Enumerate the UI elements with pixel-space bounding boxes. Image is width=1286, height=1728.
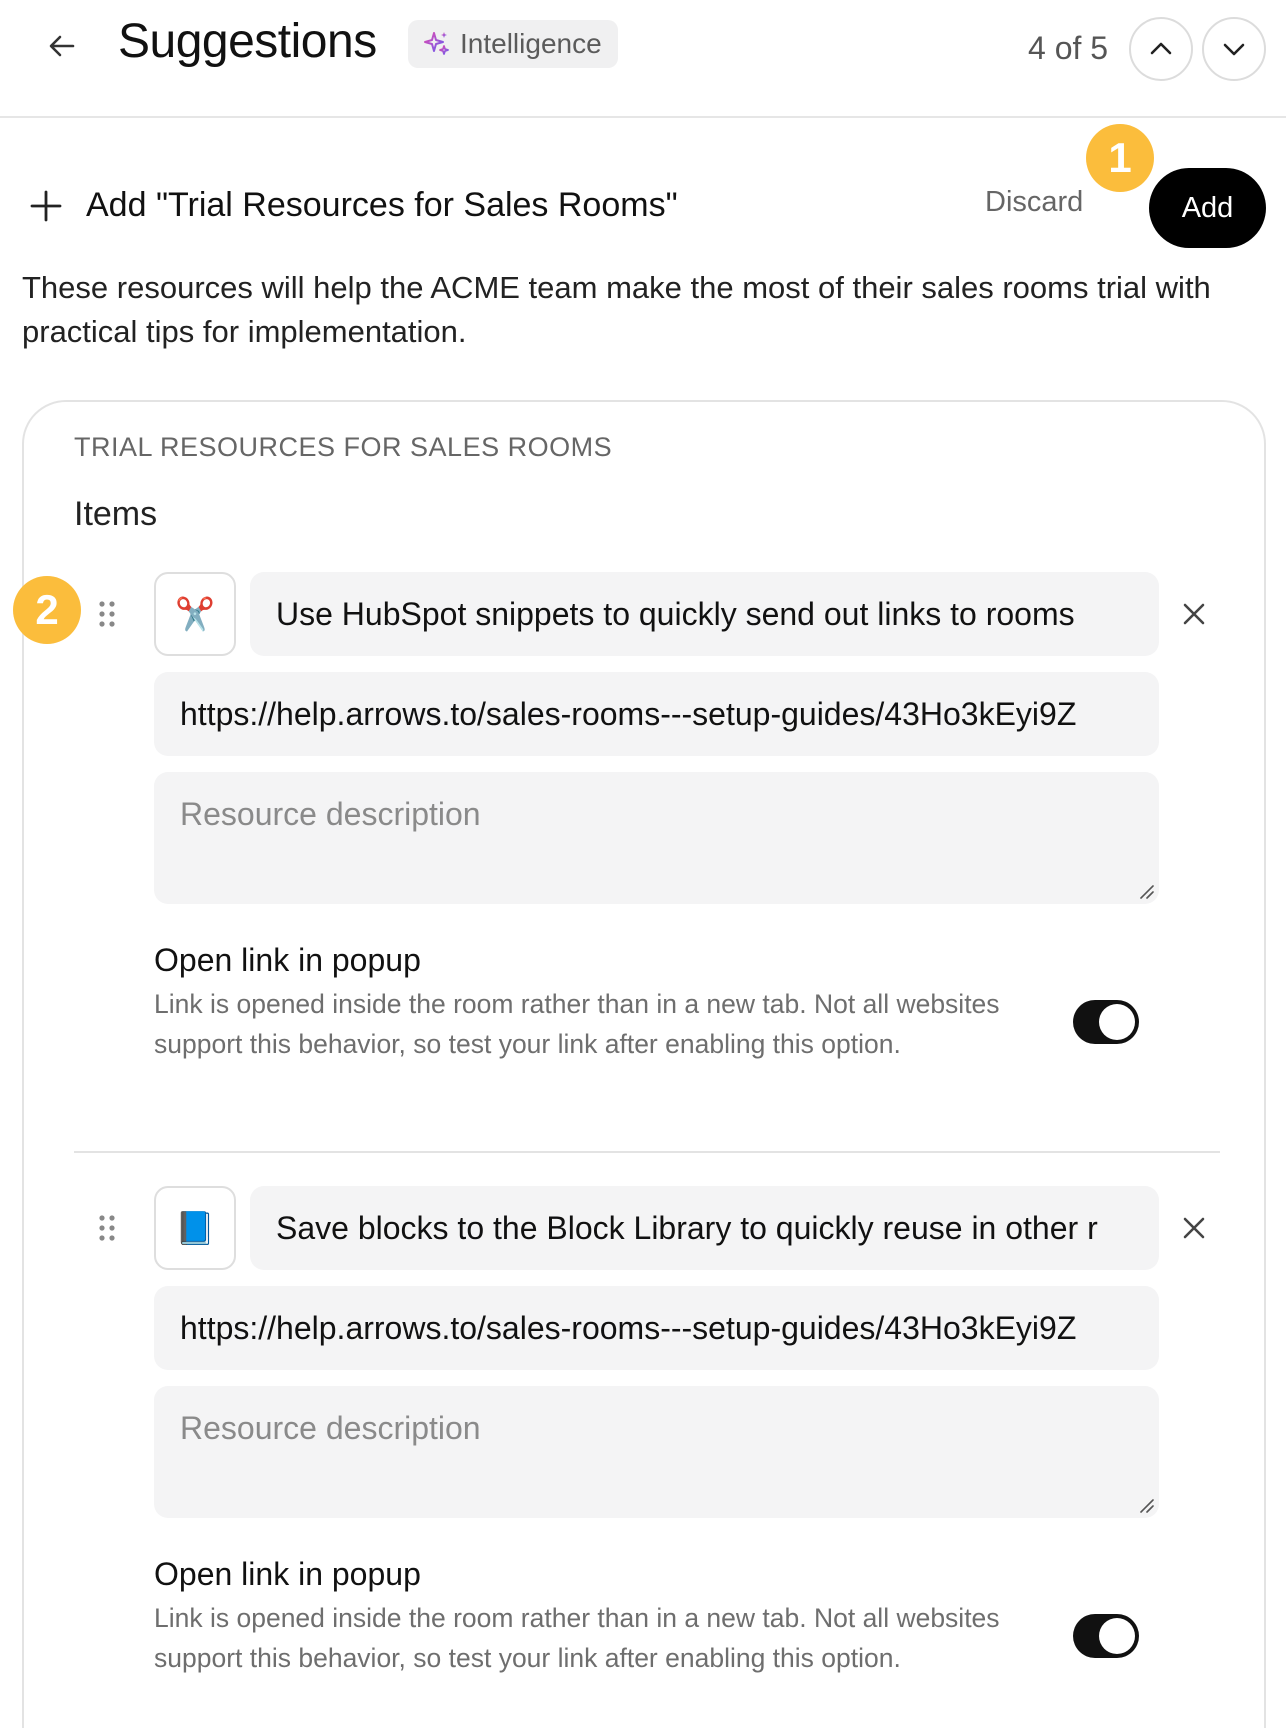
popup-option-help: Link is opened inside the room rather than in a new tab. Not all websites support this behavior, so test your link after enabling this option. — [154, 989, 1000, 1059]
arrow-left-icon — [47, 31, 77, 61]
remove-item-button[interactable] — [1174, 594, 1214, 634]
resource-description-input[interactable] — [154, 772, 1159, 904]
close-icon — [1182, 1216, 1206, 1240]
card-heading: TRIAL RESOURCES FOR SALES ROOMS — [74, 432, 613, 462]
pager-count: 4 of 5 — [1028, 30, 1109, 66]
resource-url-input[interactable] — [154, 1286, 1159, 1370]
step-marker-1: 1 — [1086, 124, 1154, 192]
description-placeholder: Resource description — [180, 1410, 481, 1446]
book-icon: 📘 — [175, 1210, 215, 1246]
resize-grip-icon[interactable] — [1137, 882, 1155, 900]
toggle-knob — [1099, 1618, 1135, 1654]
emoji-picker-button[interactable] — [154, 1186, 236, 1270]
chevron-down-icon — [1221, 36, 1247, 62]
items-label: Items — [74, 495, 158, 533]
resource-url-value: https://help.arrows.to/sales-rooms---setup-guides/43Ho3kEyi9Z — [180, 695, 1077, 732]
item-divider — [74, 1151, 1220, 1153]
next-button[interactable] — [1202, 17, 1266, 81]
drag-handle-icon[interactable] — [96, 1212, 120, 1248]
drag-handle-icon[interactable] — [96, 598, 120, 634]
emoji-picker-button[interactable] — [154, 572, 236, 656]
back-button[interactable] — [36, 20, 88, 72]
page-title: Suggestions — [118, 15, 377, 68]
popup-toggle[interactable] — [1073, 1000, 1139, 1044]
sparkles-icon — [422, 29, 452, 59]
resource-title-value: Use HubSpot snippets to quickly send out links to rooms — [276, 595, 1075, 632]
popup-option-label: Open link in popup — [154, 1556, 421, 1592]
popup-option-help: Link is opened inside the room rather than in a new tab. Not all websites support this behavior, so test your link after enabling this option. — [154, 1603, 1000, 1673]
step-marker-2: 2 — [13, 576, 81, 644]
previous-button[interactable] — [1129, 17, 1193, 81]
resource-description-input[interactable] — [154, 1386, 1159, 1518]
resource-url-value: https://help.arrows.to/sales-rooms---setup-guides/43Ho3kEyi9Z — [180, 1309, 1077, 1346]
top-bar — [0, 0, 1286, 118]
toggle-knob — [1099, 1004, 1135, 1040]
suggestion-description: These resources will help the ACME team make the most of their sales rooms trial with practical tips for implementation. — [22, 270, 1211, 349]
chevron-up-icon — [1148, 36, 1174, 62]
resource-url-input[interactable] — [154, 672, 1159, 756]
popup-toggle[interactable] — [1073, 1614, 1139, 1658]
resource-title-input[interactable] — [250, 572, 1159, 656]
scissors-icon: ✂️ — [175, 596, 215, 632]
plus-icon — [28, 188, 64, 224]
description-placeholder: Resource description — [180, 796, 481, 832]
resource-title-input[interactable] — [250, 1186, 1159, 1270]
discard-button[interactable]: Discard — [985, 186, 1084, 218]
suggestion-title: Add "Trial Resources for Sales Rooms" — [86, 186, 678, 224]
add-button[interactable]: Add — [1149, 168, 1266, 248]
popup-option-label: Open link in popup — [154, 942, 421, 978]
intelligence-label: Intelligence — [460, 28, 602, 59]
resize-grip-icon[interactable] — [1137, 1496, 1155, 1514]
resource-title-value: Save blocks to the Block Library to quickly reuse in other r — [276, 1209, 1098, 1246]
remove-item-button[interactable] — [1174, 1208, 1214, 1248]
resource-card — [22, 400, 1266, 1728]
close-icon — [1182, 602, 1206, 626]
intelligence-badge — [408, 20, 618, 68]
